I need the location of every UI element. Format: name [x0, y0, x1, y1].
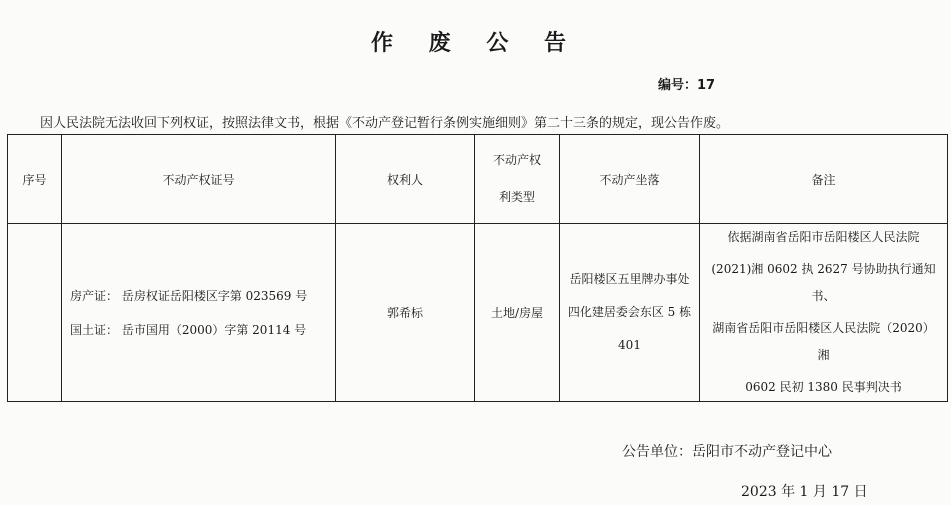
cell-seq	[8, 224, 62, 402]
header-seq: 序号	[8, 135, 62, 224]
cell-right-type: 土地/房屋	[475, 224, 560, 402]
header-remark: 备注	[700, 135, 948, 224]
header-right-type-line2: 利类型	[498, 190, 535, 204]
location-line2: 四化建居委会东区 5 栋	[567, 305, 692, 319]
certificate-table	[7, 134, 948, 402]
notice-title: 作 废 公 告	[371, 31, 580, 56]
remark-line4: 0602 民初 1380 民事判决书	[745, 380, 902, 394]
remark-line3: 湖南省岳阳市岳阳楼区人民法院（2020）湘	[712, 321, 935, 362]
header-right-type	[475, 135, 560, 224]
cert-house: 房产证： 岳房权证岳阳楼区字第 023569 号	[70, 288, 308, 303]
remark-line1: 依据湖南省岳阳市岳阳楼区人民法院	[727, 230, 920, 244]
header-cert-no: 不动产权证号	[62, 135, 336, 224]
header-right-type-line1: 不动产权	[492, 153, 541, 167]
header-location: 不动产坐落	[560, 135, 700, 224]
issue-date: 2023 年 1 月 17 日	[741, 484, 868, 500]
cell-holder: 郭希标	[336, 224, 475, 402]
serial-number: 编号：17	[658, 78, 716, 93]
issuer-line: 公告单位：岳阳市不动产登记中心	[622, 444, 832, 460]
header-holder: 权利人	[336, 135, 475, 224]
table-header-row	[8, 135, 948, 224]
table-row	[8, 224, 948, 402]
remark-line2: (2021)湘 0602 执 2627 号协助执行通知书、	[711, 262, 936, 303]
location-line3: 401	[618, 338, 641, 352]
location-line1: 岳阳楼区五里牌办事处	[569, 272, 690, 286]
cell-cert-no	[62, 224, 336, 402]
intro-paragraph: 因人民法院无法收回下列权证，按照法律文书，根据《不动产登记暂行条例实施细则》第二十三条的规定，现公告作废。	[40, 116, 730, 131]
cell-location	[560, 224, 700, 402]
cell-remark	[700, 224, 948, 402]
cert-land: 国土证： 岳市国用（2000）字第 20114 号	[70, 322, 307, 337]
